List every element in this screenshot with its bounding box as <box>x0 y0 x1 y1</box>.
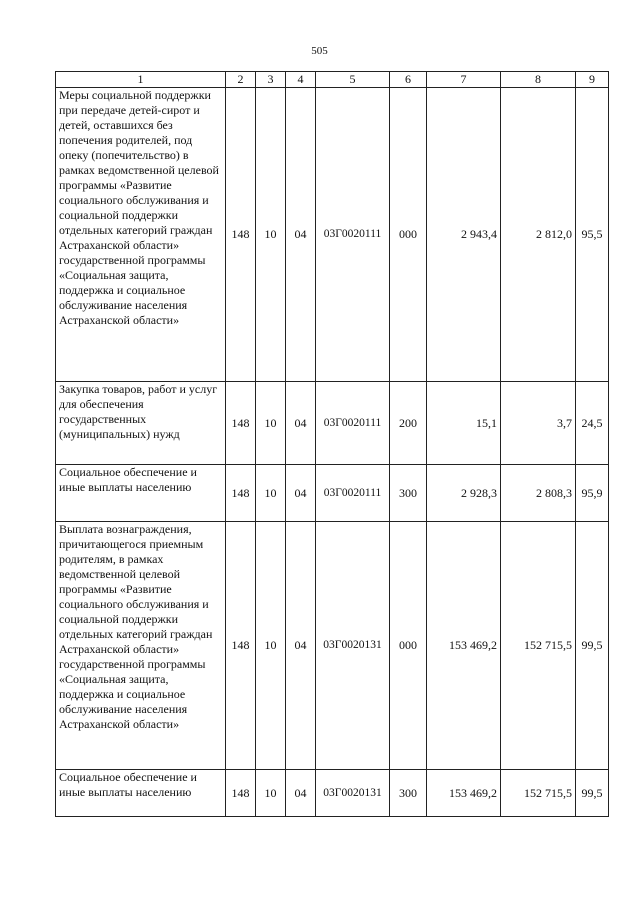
header-cell: 1 <box>56 72 226 88</box>
cell-expense-type: 300 <box>390 770 427 817</box>
cell-percent: 95,9 <box>576 465 609 522</box>
table-header-row <box>56 72 609 88</box>
cell-subsection: 04 <box>286 522 316 770</box>
cell-chapter: 148 <box>226 465 256 522</box>
cell-section: 10 <box>256 382 286 465</box>
cell-expense-type: 000 <box>390 522 427 770</box>
cell-percent: 24,5 <box>576 382 609 465</box>
cell-percent: 99,5 <box>576 770 609 817</box>
header-cell: 4 <box>286 72 316 88</box>
cell-planned-amount: 15,1 <box>427 382 501 465</box>
cell-actual-amount: 152 715,5 <box>501 770 576 817</box>
table-row <box>56 382 609 465</box>
cell-planned-amount: 2 928,3 <box>427 465 501 522</box>
cell-percent: 99,5 <box>576 522 609 770</box>
cell-section: 10 <box>256 770 286 817</box>
row-description: Меры социальной поддержки при передаче детей-сирот и детей, оставшихся без попечения родителей, под опеку (попечительство) в рамках ведомственной целевой программы «Развитие социального обслуживания и социальной поддержки отдельных категорий граждан Астраханской области» государственной программы «Социальная защита, поддержка и социальное обслуживание населения Астраханской области» <box>56 88 226 382</box>
cell-target-article: 03Г0020111 <box>316 88 390 382</box>
cell-planned-amount: 153 469,2 <box>427 770 501 817</box>
header-cell: 6 <box>390 72 427 88</box>
cell-actual-amount: 3,7 <box>501 382 576 465</box>
table-row <box>56 522 609 770</box>
cell-subsection: 04 <box>286 465 316 522</box>
cell-actual-amount: 2 808,3 <box>501 465 576 522</box>
budget-table <box>55 71 609 817</box>
cell-planned-amount: 2 943,4 <box>427 88 501 382</box>
cell-expense-type: 300 <box>390 465 427 522</box>
cell-chapter: 148 <box>226 382 256 465</box>
row-description: Выплата вознаграждения, причитающегося приемным родителям, в рамках ведомственной целевой программы «Развитие социального обслуживания и социальной поддержки отдельных категорий граждан Астраханской области» государственной программы «Социальная защита, поддержка и социальное обслуживание населения Астраханской области» <box>56 522 226 770</box>
row-description: Закупка товаров, работ и услуг для обеспечения государственных (муниципальных) нужд <box>56 382 226 465</box>
cell-planned-amount: 153 469,2 <box>427 522 501 770</box>
cell-percent: 95,5 <box>576 88 609 382</box>
cell-expense-type: 200 <box>390 382 427 465</box>
row-description: Социальное обеспечение и иные выплаты населению <box>56 465 226 522</box>
cell-chapter: 148 <box>226 88 256 382</box>
cell-subsection: 04 <box>286 88 316 382</box>
cell-target-article: 03Г0020131 <box>316 770 390 817</box>
header-cell: 7 <box>427 72 501 88</box>
header-cell: 3 <box>256 72 286 88</box>
cell-expense-type: 000 <box>390 88 427 382</box>
cell-actual-amount: 2 812,0 <box>501 88 576 382</box>
header-cell: 8 <box>501 72 576 88</box>
table-row <box>56 770 609 817</box>
row-description: Социальное обеспечение и иные выплаты населению <box>56 770 226 817</box>
page-number: 505 <box>311 45 328 57</box>
header-cell: 5 <box>316 72 390 88</box>
cell-target-article: 03Г0020111 <box>316 382 390 465</box>
cell-section: 10 <box>256 522 286 770</box>
table-row <box>56 465 609 522</box>
cell-subsection: 04 <box>286 382 316 465</box>
cell-section: 10 <box>256 465 286 522</box>
cell-chapter: 148 <box>226 522 256 770</box>
cell-target-article: 03Г0020111 <box>316 465 390 522</box>
table-row <box>56 88 609 382</box>
cell-section: 10 <box>256 88 286 382</box>
header-cell: 2 <box>226 72 256 88</box>
header-cell: 9 <box>576 72 609 88</box>
cell-subsection: 04 <box>286 770 316 817</box>
cell-actual-amount: 152 715,5 <box>501 522 576 770</box>
cell-target-article: 03Г0020131 <box>316 522 390 770</box>
cell-chapter: 148 <box>226 770 256 817</box>
